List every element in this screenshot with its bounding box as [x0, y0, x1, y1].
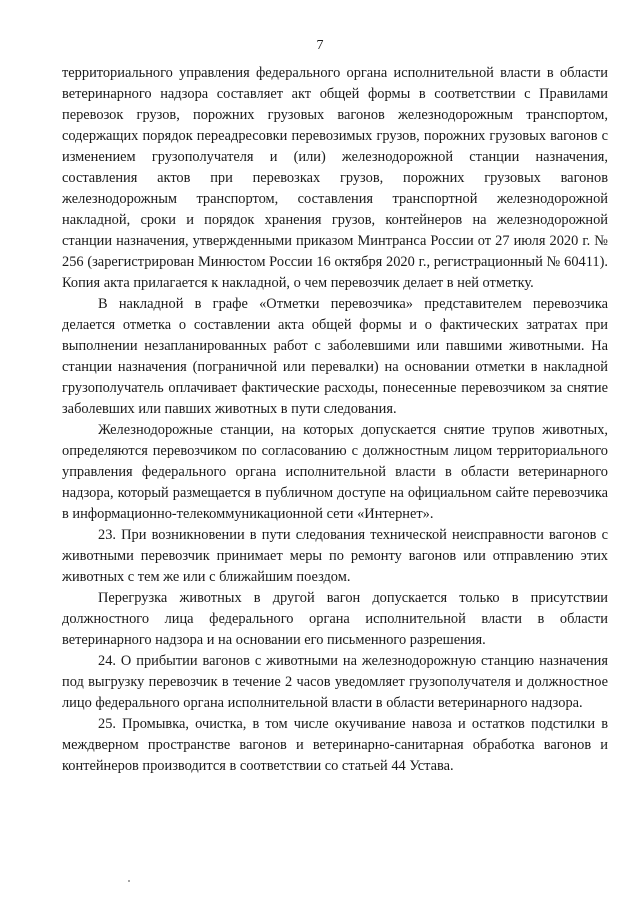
document-body: [62, 63, 608, 777]
paragraph-item-25: 25. Промывка, очистка, в том числе окучивание навоза и остатков подстилки в междверном пространстве вагонов и ветеринарно-санитарная обработка вагонов и контейнеров производится в соответствии со статьей 44 Устава.: [62, 716, 608, 774]
paragraph-item-23: 23. При возникновении в пути следования технической неисправности вагонов с животными перевозчик принимает меры по ремонту вагонов или отправлению этих животных с тем же или с ближайшим поездом.: [62, 527, 608, 585]
paragraph-waybill-mark: В накладной в графе «Отметки перевозчика» представителем перевозчика делается отметка о составлении акта общей формы и о фактических затратах при выполнении незапланированных работ с заболевшими или павшими животными. На станции назначения (пограничной или перевалки) на основании отметки в накладной грузополучатель оплачивает фактические расходы, понесенные перевозчиком за снятие заболевших или павших животных в пути следования.: [62, 296, 608, 417]
paragraph-reloading: Перегрузка животных в другой вагон допускается только в присутствии должностного лица федерального органа исполнительной власти в области ветеринарного надзора и на основании его письменного разрешения.: [62, 590, 608, 648]
paragraph-item-24: 24. О прибытии вагонов с животными на железнодорожную станцию назначения под выгрузку перевозчик в течение 2 часов уведомляет грузополучателя и должностное лицо федерального органа исполнительной власти в области ветеринарного надзора.: [62, 653, 608, 711]
paragraph-stations: Железнодорожные станции, на которых допускается снятие трупов животных, определяются перевозчиком по согласованию с должностным лицом территориального управления федерального органа исполнительной власти в области ветеринарного надзора, который размещается в публичном доступе на официальном сайте перевозчика в информационно-телекоммуникационной сети «Интернет».: [62, 422, 608, 522]
scan-speck: [128, 880, 130, 882]
page-number: 7: [316, 38, 324, 53]
paragraph-continuation: территориального управления федерального органа исполнительной власти в области ветеринарного надзора составляет акт общей формы в соответствии с Правилами перевозок грузов, порожних грузовых вагонов железнодорожным транспортом, содержащих порядок переадресовки перевозимых грузов, порожних грузовых вагонов с изменением грузополучателя и (или) железнодорожной станции назначения, составления актов при перевозках грузов, порожних грузовых вагонов железнодорожным транспортом, составления транспортной железнодорожной накладной, сроки и порядок хранения грузов, контейнеров на железнодорожной станции назначения, утвержденными приказом Минтранса России от 27 июля 2020 г. № 256 (зарегистрирован Минюстом России 16 октября 2020 г., регистрационный № 60411). Копия акта прилагается к накладной, о чем перевозчик делает в ней отметку.: [62, 65, 608, 291]
